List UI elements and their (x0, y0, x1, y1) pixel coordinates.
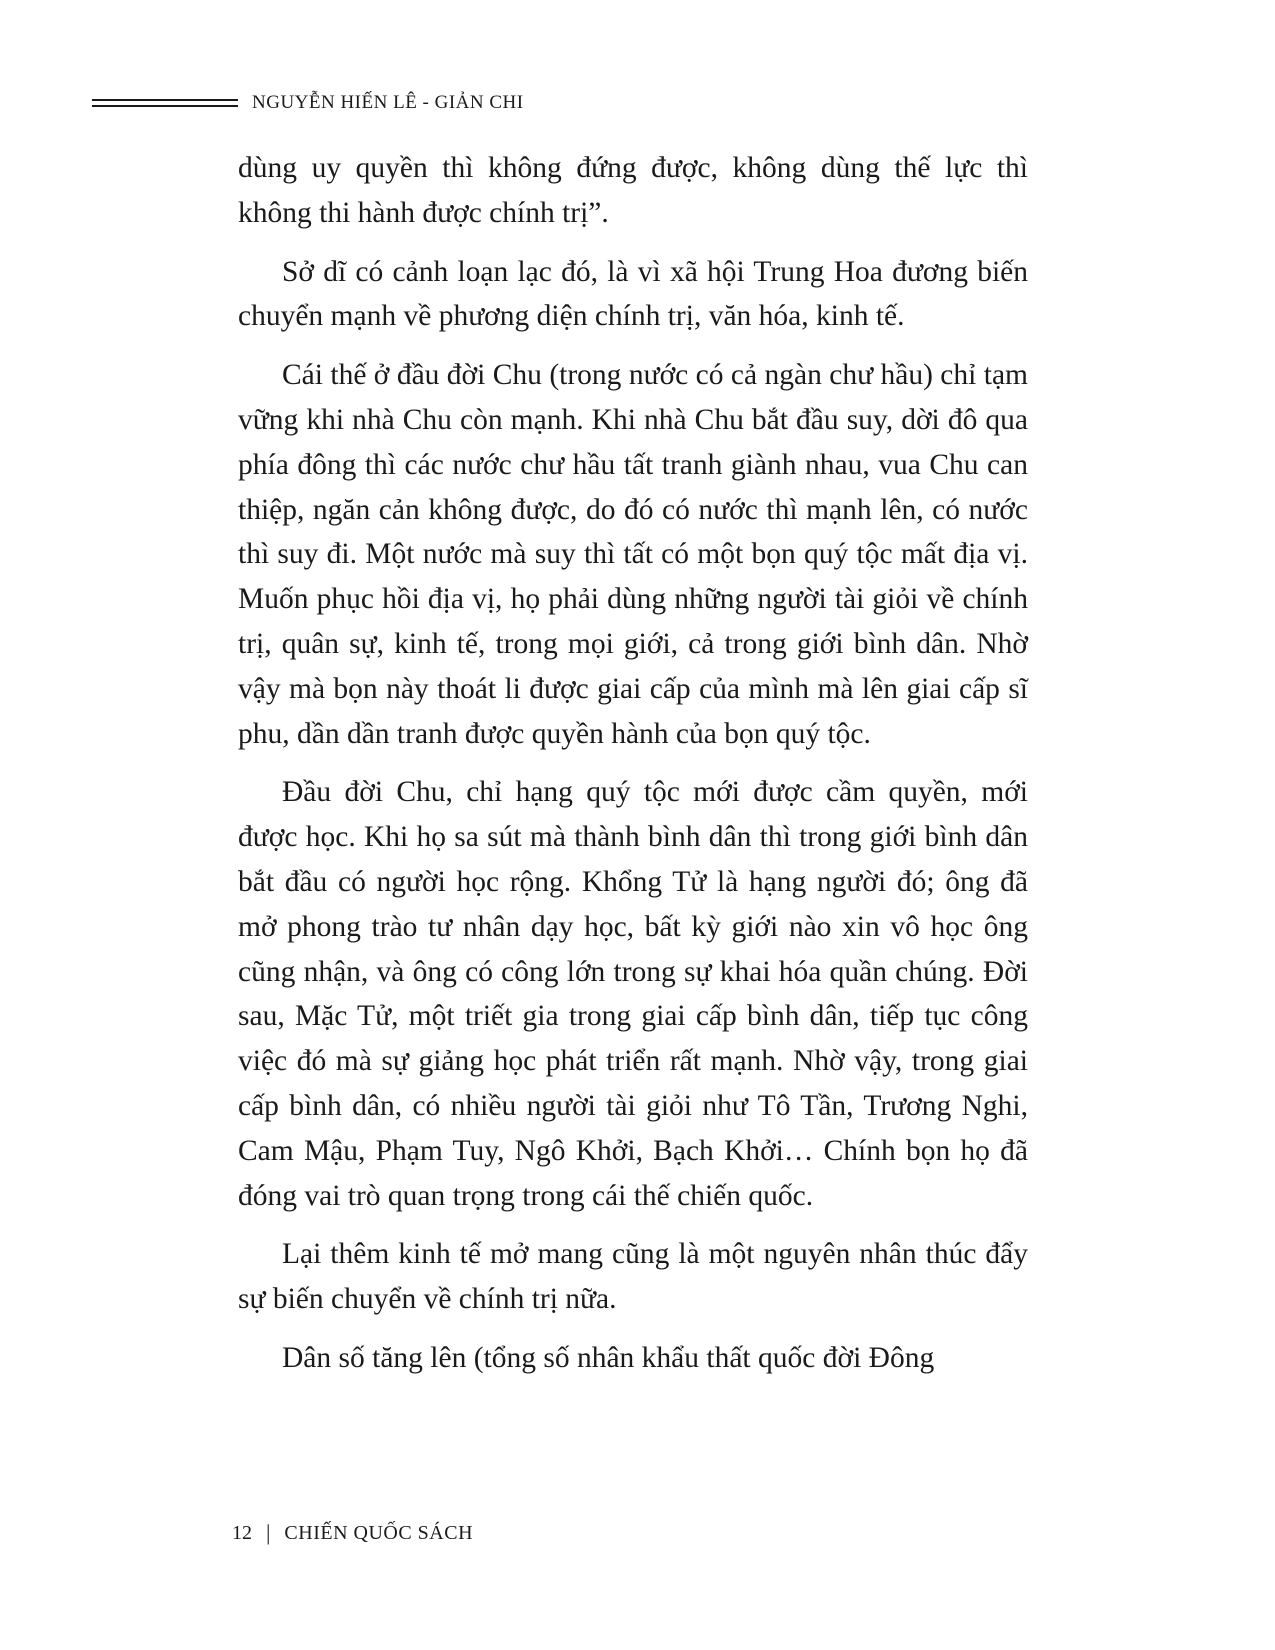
book-title: CHIẾN QUỐC SÁCH (284, 1521, 474, 1544)
paragraph-continuation: dùng uy quyền thì không đứng được, không dùng thế lực thì không thi hành được chính trị”. (238, 152, 1028, 229)
header-double-rule (92, 99, 238, 107)
running-title: NGUYỄN HIẾN LÊ - GIẢN CHI (252, 92, 524, 113)
running-header (92, 92, 524, 114)
paragraph: Cái thế ở đầu đời Chu (trong nước có cả ngàn chư hầu) chỉ tạm vững khi nhà Chu còn mạnh. Khi nhà Chu bắt đầu suy, dời đô qua phía đông thì các nước chư hầu tất tranh giành nhau, vua Chu can thiệp, ngăn cản không được, do đó có nước thì mạnh lên, có nước thì suy đi. Một nước mà suy thì tất có một bọn quý tộc mất địa vị. Muốn phục hồi địa vị, họ phải dùng những người tài giỏi về chính trị, quân sự, kinh tế, trong mọi giới, cả trong giới bình dân. Nhờ vậy mà bọn này thoát li được giai cấp của mình mà lên giai cấp sĩ phu, dần dần tranh được quyền hành của bọn quý tộc. (238, 359, 1028, 750)
paragraph: Đầu đời Chu, chỉ hạng quý tộc mới được cầm quyền, mới được học. Khi họ sa sút mà thành bình dân thì trong giới bình dân bắt đầu có người học rộng. Khổng Tử là hạng người đó; ông đã mở phong trào tư nhân dạy học, bất kỳ giới nào xin vô học ông cũng nhận, và ông có công lớn trong sự khai hóa quần chúng. Đời sau, Mặc Tử, một triết gia trong giai cấp bình dân, tiếp tục công việc đó mà sự giảng học phát triển rất mạnh. Nhờ vậy, trong giai cấp bình dân, có nhiều người tài giỏi như Tô Tần, Trương Nghi, Cam Mậu, Phạm Tuy, Ngô Khởi, Bạch Khởi… Chính bọn họ đã đóng vai trò quan trọng trong cái thế chiến quốc. (238, 776, 1028, 1212)
paragraph: Dân số tăng lên (tổng số nhân khẩu thất quốc đời Đông (282, 1341, 935, 1374)
paragraph: Sở dĩ có cảnh loạn lạc đó, là vì xã hội Trung Hoa đương biến chuyển mạnh về phương diện chính trị, văn hóa, kinh tế. (238, 255, 1028, 333)
page-footer (232, 1520, 473, 1546)
footer-separator: | (266, 1520, 271, 1545)
paragraph: Lại thêm kinh tế mở mang cũng là một nguyên nhân thúc đẩy sự biến chuyển về chính trị nữa. (238, 1238, 1028, 1316)
page-number: 12 (232, 1521, 252, 1544)
page-body (238, 146, 1028, 1395)
